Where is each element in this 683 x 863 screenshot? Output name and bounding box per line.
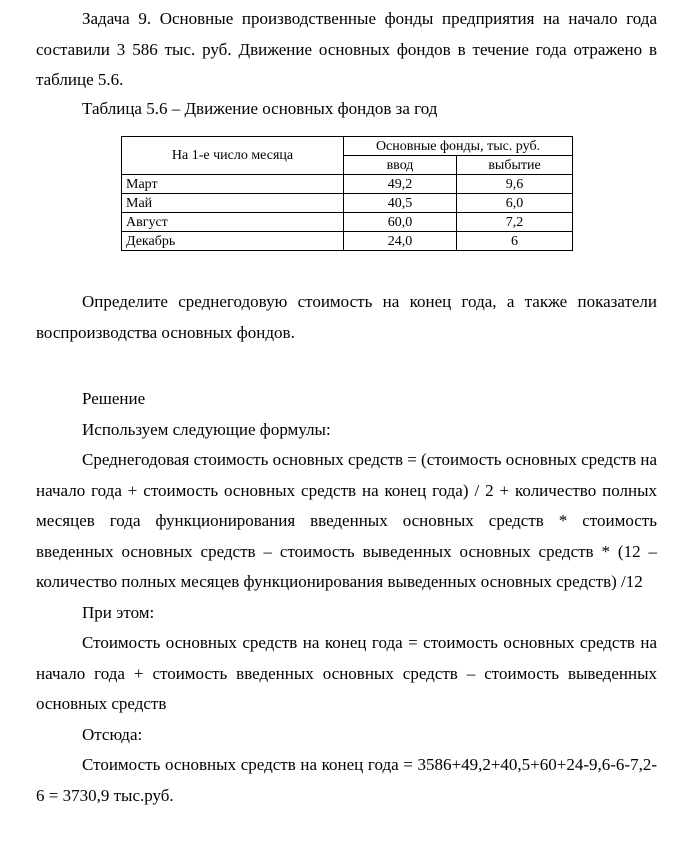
task-intro-paragraph: Задача 9. Основные производственные фонды предприятия на начало года составили 3 586 тыс. руб. Движение основных фондов в течение года отражено в таблице 5.6.: [36, 9, 657, 89]
where-label: При этом:: [82, 602, 155, 622]
cell-month: Декабрь: [122, 232, 344, 251]
cell-disposal: 6,0: [457, 194, 573, 213]
cell-disposal: 6: [457, 232, 573, 251]
cell-input: 49,2: [344, 175, 457, 194]
table-row: [122, 194, 573, 213]
table-caption: Таблица 5.6 – Движение основных фондов за год: [82, 99, 438, 118]
cell-month: Май: [122, 194, 344, 213]
solution-block: [36, 384, 657, 811]
cell-input: 24,0: [344, 232, 457, 251]
calculation-paragraph: Стоимость основных средств на конец года = 3586+49,2+40,5+60+24-9,6-6-7,2-6 = 3730,9 тыс.руб.: [36, 755, 657, 805]
end-cost-formula: Стоимость основных средств на конец года = стоимость основных средств на начало года + стоимость введенных основных средств – стоимость выведенных основных средств: [36, 633, 657, 713]
cell-disposal: 9,6: [457, 175, 573, 194]
fixed-assets-movement-table: [121, 136, 573, 251]
formulas-intro: Используем следующие формулы:: [82, 419, 331, 439]
header-fixed-assets: Основные фонды, тыс. руб.: [344, 137, 573, 156]
question-block: [36, 287, 657, 348]
question-paragraph: Определите среднегодовую стоимость на конец года, а также показатели воспроизводства основных фондов.: [36, 292, 657, 342]
header-input: ввод: [344, 156, 457, 175]
table-header-row: [122, 137, 573, 156]
cell-input: 60,0: [344, 213, 457, 232]
header-disposal: выбытие: [457, 156, 573, 175]
header-month: На 1-е число месяца: [122, 137, 344, 175]
solution-heading: Решение: [82, 389, 146, 408]
task-intro-block: [36, 4, 657, 96]
cell-month: Август: [122, 213, 344, 232]
average-cost-formula: Среднегодовая стоимость основных средств = (стоимость основных средств на начало года + стоимость основных средств на конец года) / 2 + количество полных месяцев года функционирования введенных основных средств * стоимость введенных основных средств – стоимость выведенных основных средств * (12 – количество полных месяцев функционирования выведенных основных средств) /12: [36, 450, 657, 591]
cell-input: 40,5: [344, 194, 457, 213]
table-row: [122, 213, 573, 232]
table-row: [122, 175, 573, 194]
cell-month: Март: [122, 175, 344, 194]
hence-label: Отсюда:: [82, 724, 143, 744]
table-row: [122, 232, 573, 251]
cell-disposal: 7,2: [457, 213, 573, 232]
